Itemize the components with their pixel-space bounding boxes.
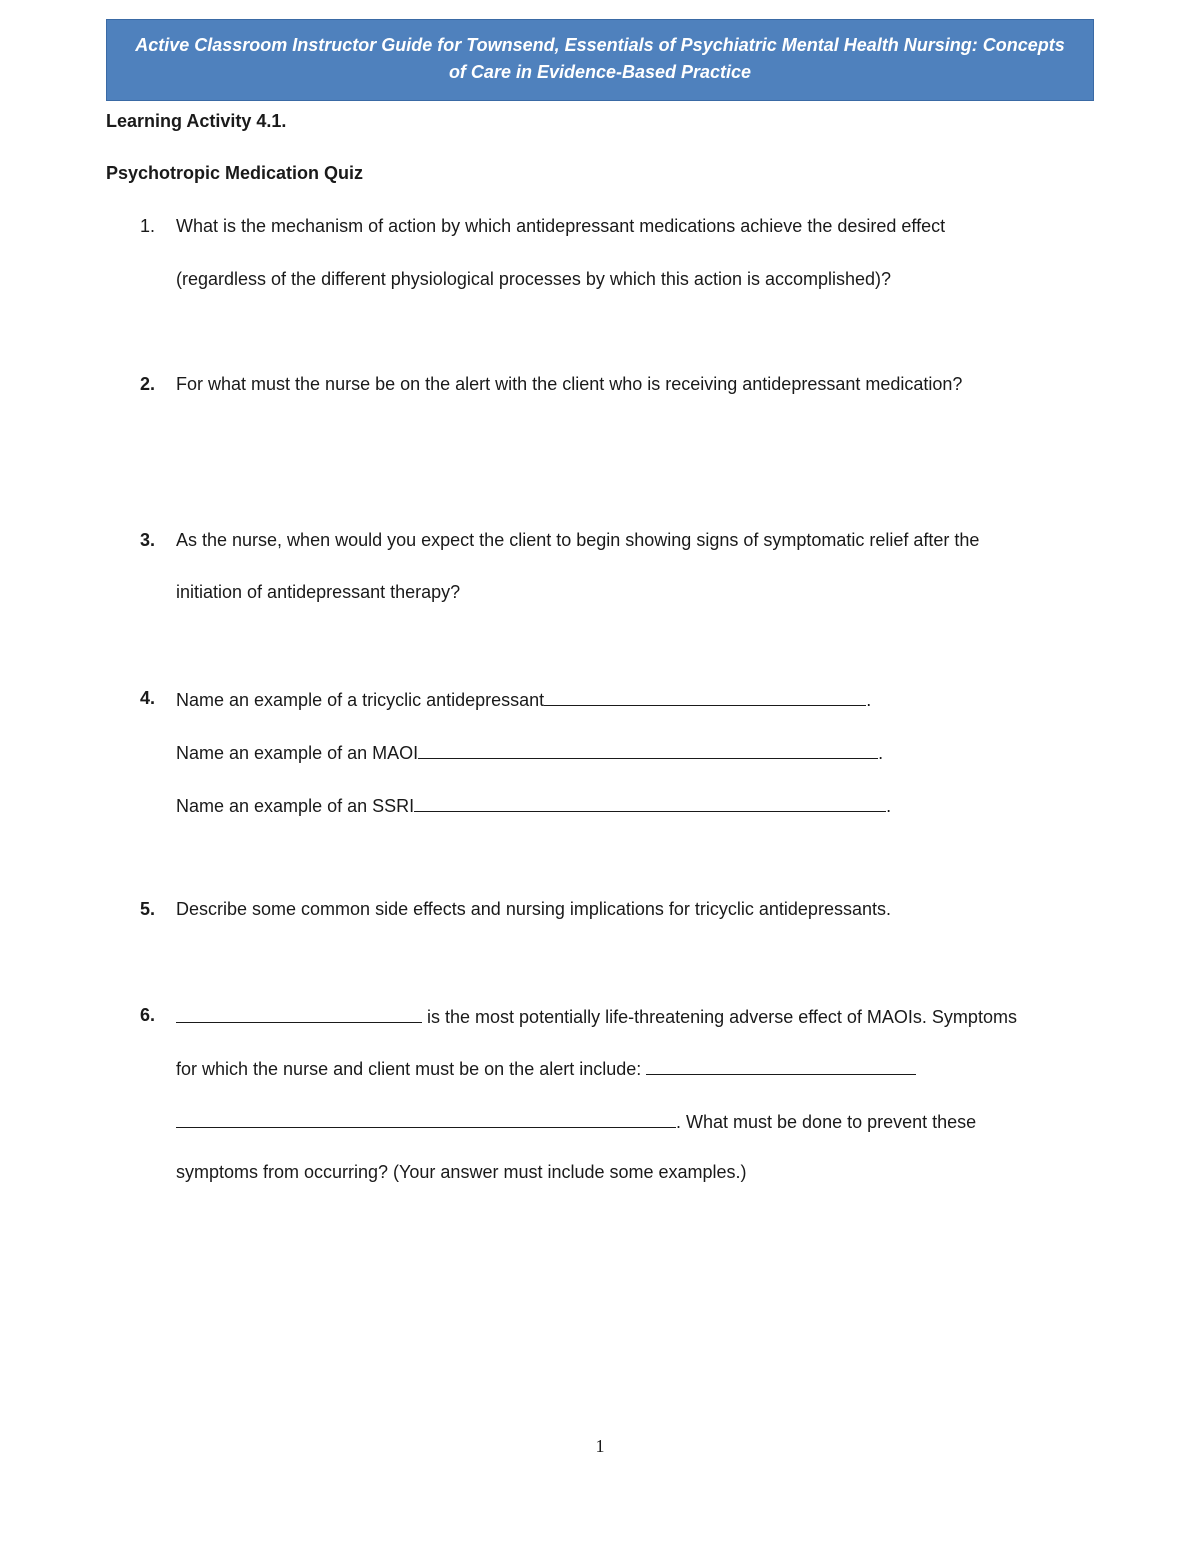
question-4-tricyclic-prompt: Name an example of a tricyclic antidepressant: [176, 690, 545, 710]
question-6-number: 6.: [140, 1005, 156, 1025]
header-title-line1: Active Classroom Instructor Guide for Townsend, Essentials of Psychiatric Mental Health Nursing: Concepts: [135, 35, 1065, 55]
question-4-maoi-prompt: Name an example of an MAOI: [176, 743, 419, 763]
question-1-number: 1.: [140, 216, 156, 236]
question-4-period-2: .: [878, 743, 884, 763]
question-4-period-3: .: [886, 796, 892, 816]
page-number: 1: [595, 1436, 605, 1456]
header-title-line2: of Care in Evidence-Based Practice: [448, 62, 752, 82]
question-3-line2: initiation of antidepressant therapy?: [176, 582, 461, 602]
question-4-line3: [176, 793, 891, 817]
question-4-line2: [176, 740, 883, 764]
question-5-line1: Describe some common side effects and nursing implications for tricyclic antidepressants.: [176, 899, 891, 919]
question-6-line4: symptoms from occurring? (Your answer must include some examples.): [176, 1162, 747, 1182]
symptoms-answer-blank-1[interactable]: [646, 1056, 916, 1075]
header-banner: [106, 19, 1094, 101]
question-6-text-2: for which the nurse and client must be on the alert include:: [176, 1059, 642, 1079]
question-6-line2: [176, 1056, 916, 1080]
ssri-answer-blank[interactable]: [414, 793, 886, 812]
question-3-line1: As the nurse, when would you expect the client to begin showing signs of symptomatic relief after the: [176, 530, 980, 550]
tricyclic-answer-blank[interactable]: [544, 687, 866, 706]
question-2-line1: For what must the nurse be on the alert with the client who is receiving antidepressant medication?: [176, 374, 963, 394]
question-6-text-1: is the most potentially life-threatening adverse effect of MAOIs. Symptoms: [427, 1007, 1017, 1027]
question-4-period-1: .: [866, 690, 872, 710]
question-2-number: 2.: [140, 374, 156, 394]
question-4-line1: [176, 687, 871, 711]
activity-title: Learning Activity 4.1.: [106, 111, 287, 131]
question-6-text-3: . What must be done to prevent these: [676, 1112, 977, 1132]
question-6-line3: [176, 1109, 976, 1133]
symptoms-answer-blank-2[interactable]: [176, 1109, 676, 1128]
adverse-effect-answer-blank[interactable]: [176, 1004, 422, 1023]
quiz-title: Psychotropic Medication Quiz: [106, 163, 364, 183]
question-6-line1: [176, 1004, 1017, 1028]
question-1-line1: What is the mechanism of action by which antidepressant medications achieve the desired effect: [176, 216, 946, 236]
question-3-number: 3.: [140, 530, 156, 550]
question-1-line2: (regardless of the different physiological processes by which this action is accomplished)?: [176, 269, 892, 289]
question-5-number: 5.: [140, 899, 156, 919]
maoi-answer-blank[interactable]: [418, 740, 878, 759]
question-4-ssri-prompt: Name an example of an SSRI: [176, 796, 415, 816]
question-4-number: 4.: [140, 688, 156, 708]
